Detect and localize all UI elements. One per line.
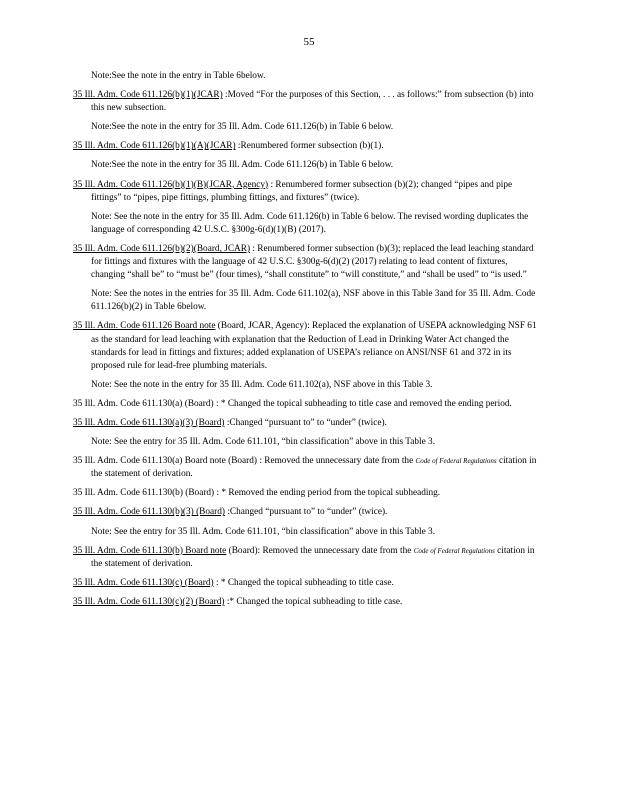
amendment-entry	[73, 179, 541, 205]
change-description: :Changed “pursuant to” to “under” (twice).	[227, 507, 388, 518]
citation: 35 Ill. Adm. Code 611.130(b) (Board)	[73, 488, 215, 499]
note-entry	[73, 288, 541, 314]
note-entry	[73, 379, 541, 392]
note-text: Note: See the note in the entry for 35 Ill. Adm. Code 611.102(a), NSF above in this Table 3.	[91, 379, 433, 390]
change-description: : Renumbered former subsection (b)(2); changed “pipes and pipe fittings” to “pipes, pipe fittings, plumbing fittings, and fixtures” (twice).	[91, 179, 513, 203]
note-text: Note:See the note in the entry for 35 Ill. Adm. Code 611.126(b) in Table 6 below.	[91, 122, 394, 133]
amendment-entry	[73, 545, 541, 571]
change-description: :Renumbered former subsection (b)(1).	[237, 141, 384, 152]
note-entry	[73, 526, 541, 539]
note-text: Note: See the entry for 35 Ill. Adm. Code 611.101, “bin classification” above in this Table 3.	[91, 437, 436, 448]
amendment-entry	[73, 506, 541, 519]
note-entry	[73, 159, 541, 172]
note-entry	[73, 436, 541, 449]
change-description: :* Changed the topical subheading to title case.	[226, 596, 403, 607]
change-description: : * Changed the topical subheading to title case.	[215, 577, 394, 588]
citation: 35 Ill. Adm. Code 611.126(b)(1)(A)(JCAR)	[73, 141, 236, 152]
note-text: Note: See the notes in the entries for 35 Ill. Adm. Code 611.102(a), NSF above in this Table 3and for 35 Ill. Adm. Code 611.126(b)(2) in Table 6below.	[91, 289, 536, 313]
amendment-entry	[73, 89, 541, 115]
citation: 35 Ill. Adm. Code 611.126(b)(1)(JCAR)	[73, 90, 223, 101]
change-description: : * Changed the topical subheading to title case and removed the ending period.	[215, 398, 512, 409]
citation: 35 Ill. Adm. Code 611.126(b)(1)(B)(JCAR, Agency)	[73, 179, 269, 190]
citation: 35 Ill. Adm. Code 611.126 Board note	[73, 321, 216, 332]
note-entry	[73, 121, 541, 134]
amendment-entry	[73, 487, 541, 500]
note-entry	[73, 211, 541, 237]
change-description: :Changed “pursuant to” to “under” (twice).	[226, 417, 387, 428]
citation: 35 Ill. Adm. Code 611.130(c) (Board)	[73, 577, 214, 588]
note-text: Note: See the entry for 35 Ill. Adm. Code 611.101, “bin classification” above in this Table 3.	[91, 526, 436, 537]
citation: 35 Ill. Adm. Code 611.130(a) (Board)	[73, 398, 214, 409]
change-description: :Moved “For the purposes of this Section, . . . as follows:” from subsection (b) into this new subsection.	[91, 90, 534, 114]
amendment-entry	[73, 243, 541, 282]
note-text: Note:See the note in the entry for 35 Ill. Adm. Code 611.126(b) in Table 6 below.	[91, 160, 394, 171]
citation: 35 Ill. Adm. Code 611.130(b) Board note	[73, 545, 227, 556]
citation: 35 Ill. Adm. Code 611.130(a)(3) (Board)	[73, 417, 225, 428]
note-entry	[73, 70, 541, 83]
change-description-tail: citation in the statement of derivation.	[91, 545, 535, 569]
change-description: : Renumbered former subsection (b)(3); replaced the lead leaching standard for fittings and fixtures with the language of 42 U.S.C. §300g-6(d)(2) (2017) relating to lead content of fixtures, changing “shall be” to “must be” (four times), “shall constitute” to “will constitute,” and “shall be used” to “is used.”	[91, 243, 534, 281]
change-description-tail: citation in the statement of derivation.	[91, 456, 537, 480]
note-text: Note: See the note in the entry for 35 Ill. Adm. Code 611.126(b) in Table 6 below. The revised wording duplicates the language of corresponding 42 U.S.C. §300g-6(d)(1)(B) (2017).	[91, 211, 529, 235]
amendment-entry	[73, 596, 541, 609]
change-description: (Board): Removed the unnecessary date from the	[228, 545, 412, 556]
amendment-entry	[73, 577, 541, 590]
change-description: : * Removed the ending period from the topical subheading.	[216, 488, 441, 499]
change-description: (Board, JCAR, Agency): Replaced the explanation of USEPA acknowledging NSF 61 as the standard for lead leaching with explanation that the Reduction of Lead in Drinking Water Act changed the standards for lead in fittings and fixtures; added explanation of USEPA’s reliance on ANSI/NSF 61 and 372 in its proposed rule for lead-free plumbing materials.	[91, 321, 537, 371]
citation: 35 Ill. Adm. Code 611.130(b)(3) (Board)	[73, 507, 225, 518]
entries-list	[73, 70, 541, 615]
citation: 35 Ill. Adm. Code 611.130(c)(2) (Board)	[73, 596, 225, 607]
amendment-entry	[73, 398, 541, 411]
note-text: Note:See the note in the entry in Table 6below.	[91, 71, 266, 81]
citation: 35 Ill. Adm. Code 611.126(b)(2)(Board, JCAR)	[73, 243, 251, 254]
amendment-entry	[73, 455, 541, 481]
cfr-title: Code of Federal Regulations	[413, 546, 495, 555]
amendment-entry	[73, 320, 541, 372]
page-number: 55	[303, 36, 315, 48]
amendment-entry	[73, 417, 541, 430]
cfr-title: Code of Federal Regulations	[415, 457, 497, 466]
amendment-entry	[73, 140, 541, 153]
change-description: : Removed the unnecessary date from the	[259, 456, 414, 467]
citation: 35 Ill. Adm. Code 611.130(a) Board note (Board)	[73, 456, 258, 467]
